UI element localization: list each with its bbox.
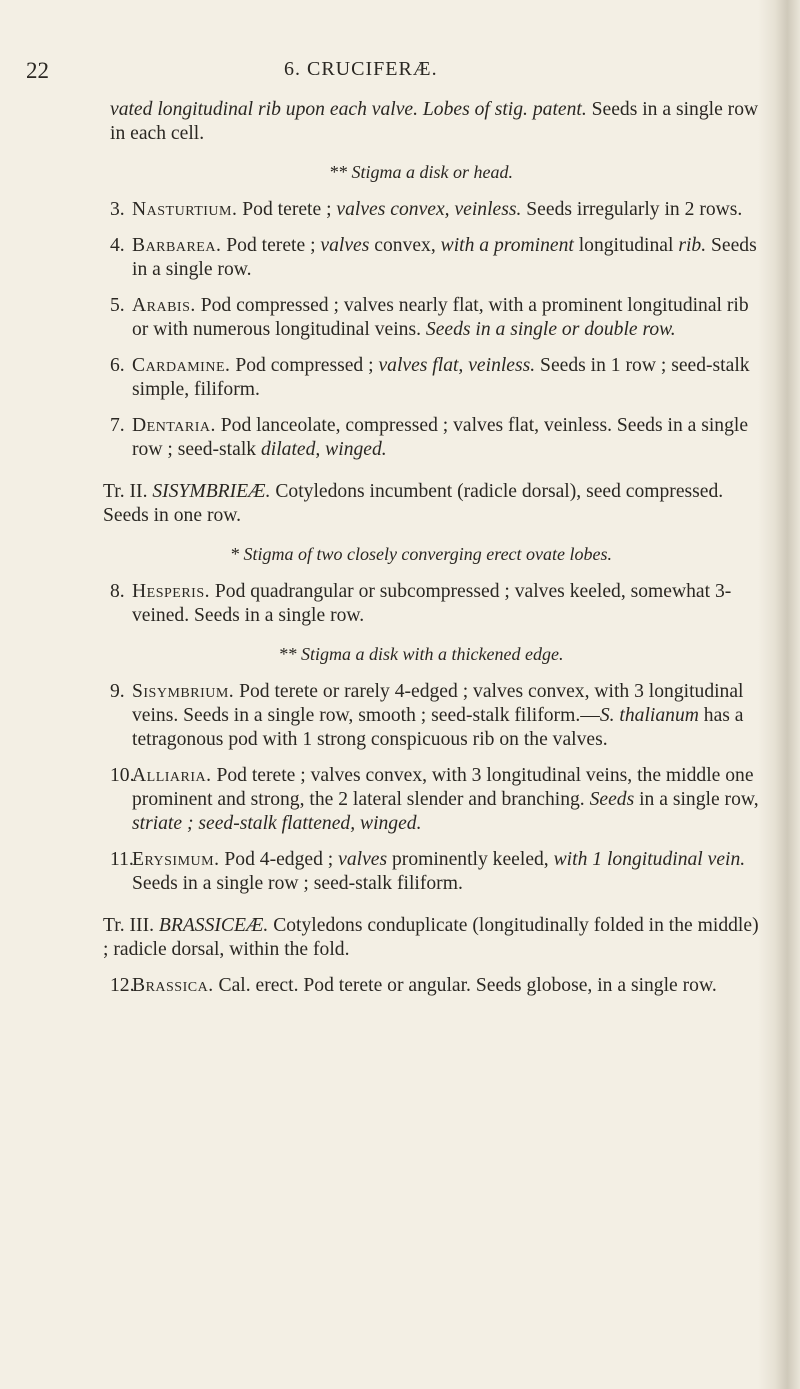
running-title: 6. CRUCIFERÆ. [284, 58, 438, 80]
tribe-heading: Tr. III. BRASSICEÆ. Cotyledons conduplicate (longitudinally folded in the middle) ; radicle dorsal, within the fold. [103, 915, 759, 960]
genus-entry: 10.Alliaria. Pod terete ; valves convex, with 3 longitudinal veins, the middle one prominent and strong, the 2 lateral slender and branching. Seeds in a single row, striate ; seed-stalk flattened, winged. [110, 765, 759, 834]
genus-entry: 8. Hesperis. Pod quadrangular or subcompressed ; valves keeled, somewhat 3-veined. Seeds in a single row. [110, 581, 732, 626]
page-edge-shadow [758, 0, 800, 1389]
page-body [103, 98, 762, 1010]
genus-entry: 7. Dentaria. Pod lanceolate, compressed ; valves flat, veinless. Seeds in a single row ; seed-stalk dilated, winged. [110, 415, 749, 460]
genus-entry: 5. Arabis. Pod compressed ; valves nearly flat, with a prominent longitudinal rib or with numerous longitudinal veins. Seeds in a single or double row. [110, 295, 749, 340]
subdivision-heading: ** Stigma a disk or head. [329, 162, 513, 182]
tribe-heading: Tr. II. SISYMBRIEÆ. Cotyledons incumbent (radicle dorsal), seed compressed. Seeds in one row. [103, 481, 724, 526]
genus-entry: 3. Nasturtium. Pod terete ; valves convex, veinless. Seeds irregularly in 2 rows. [110, 199, 743, 220]
genus-entry: 4. Barbarea. Pod terete ; valves convex, with a prominent longitudinal rib. Seeds in a single row. [110, 235, 757, 280]
subdivision-heading: * Stigma of two closely converging erect ovate lobes. [229, 544, 613, 564]
genus-entry: 12.Brassica. Cal. erect. Pod terete or angular. Seeds globose, in a single row. [110, 975, 717, 996]
genus-entry: 6. Cardamine. Pod compressed ; valves flat, veinless. Seeds in 1 row ; seed-stalk simple, filiform. [110, 355, 750, 400]
genus-entry: 9. Sisymbrium. Pod terete or rarely 4-edged ; valves convex, with 3 longitudinal veins. Seeds in a single row, smooth ; seed-stalk filiform.—S. thalianum has a tetragonous pod with 1 strong conspicuous rib on the valves. [110, 681, 744, 750]
page-number: 22 [26, 58, 49, 83]
genus-entry: 11.Erysimum. Pod 4-edged ; valves prominently keeled, with 1 longitudinal vein. Seeds in a single row ; seed-stalk filiform. [110, 849, 746, 894]
continued-paragraph: vated longitudinal rib upon each valve. Lobes of stig. patent. Seeds in a single row in each cell. [110, 99, 759, 144]
subdivision-heading: ** Stigma a disk with a thickened edge. [278, 644, 564, 664]
